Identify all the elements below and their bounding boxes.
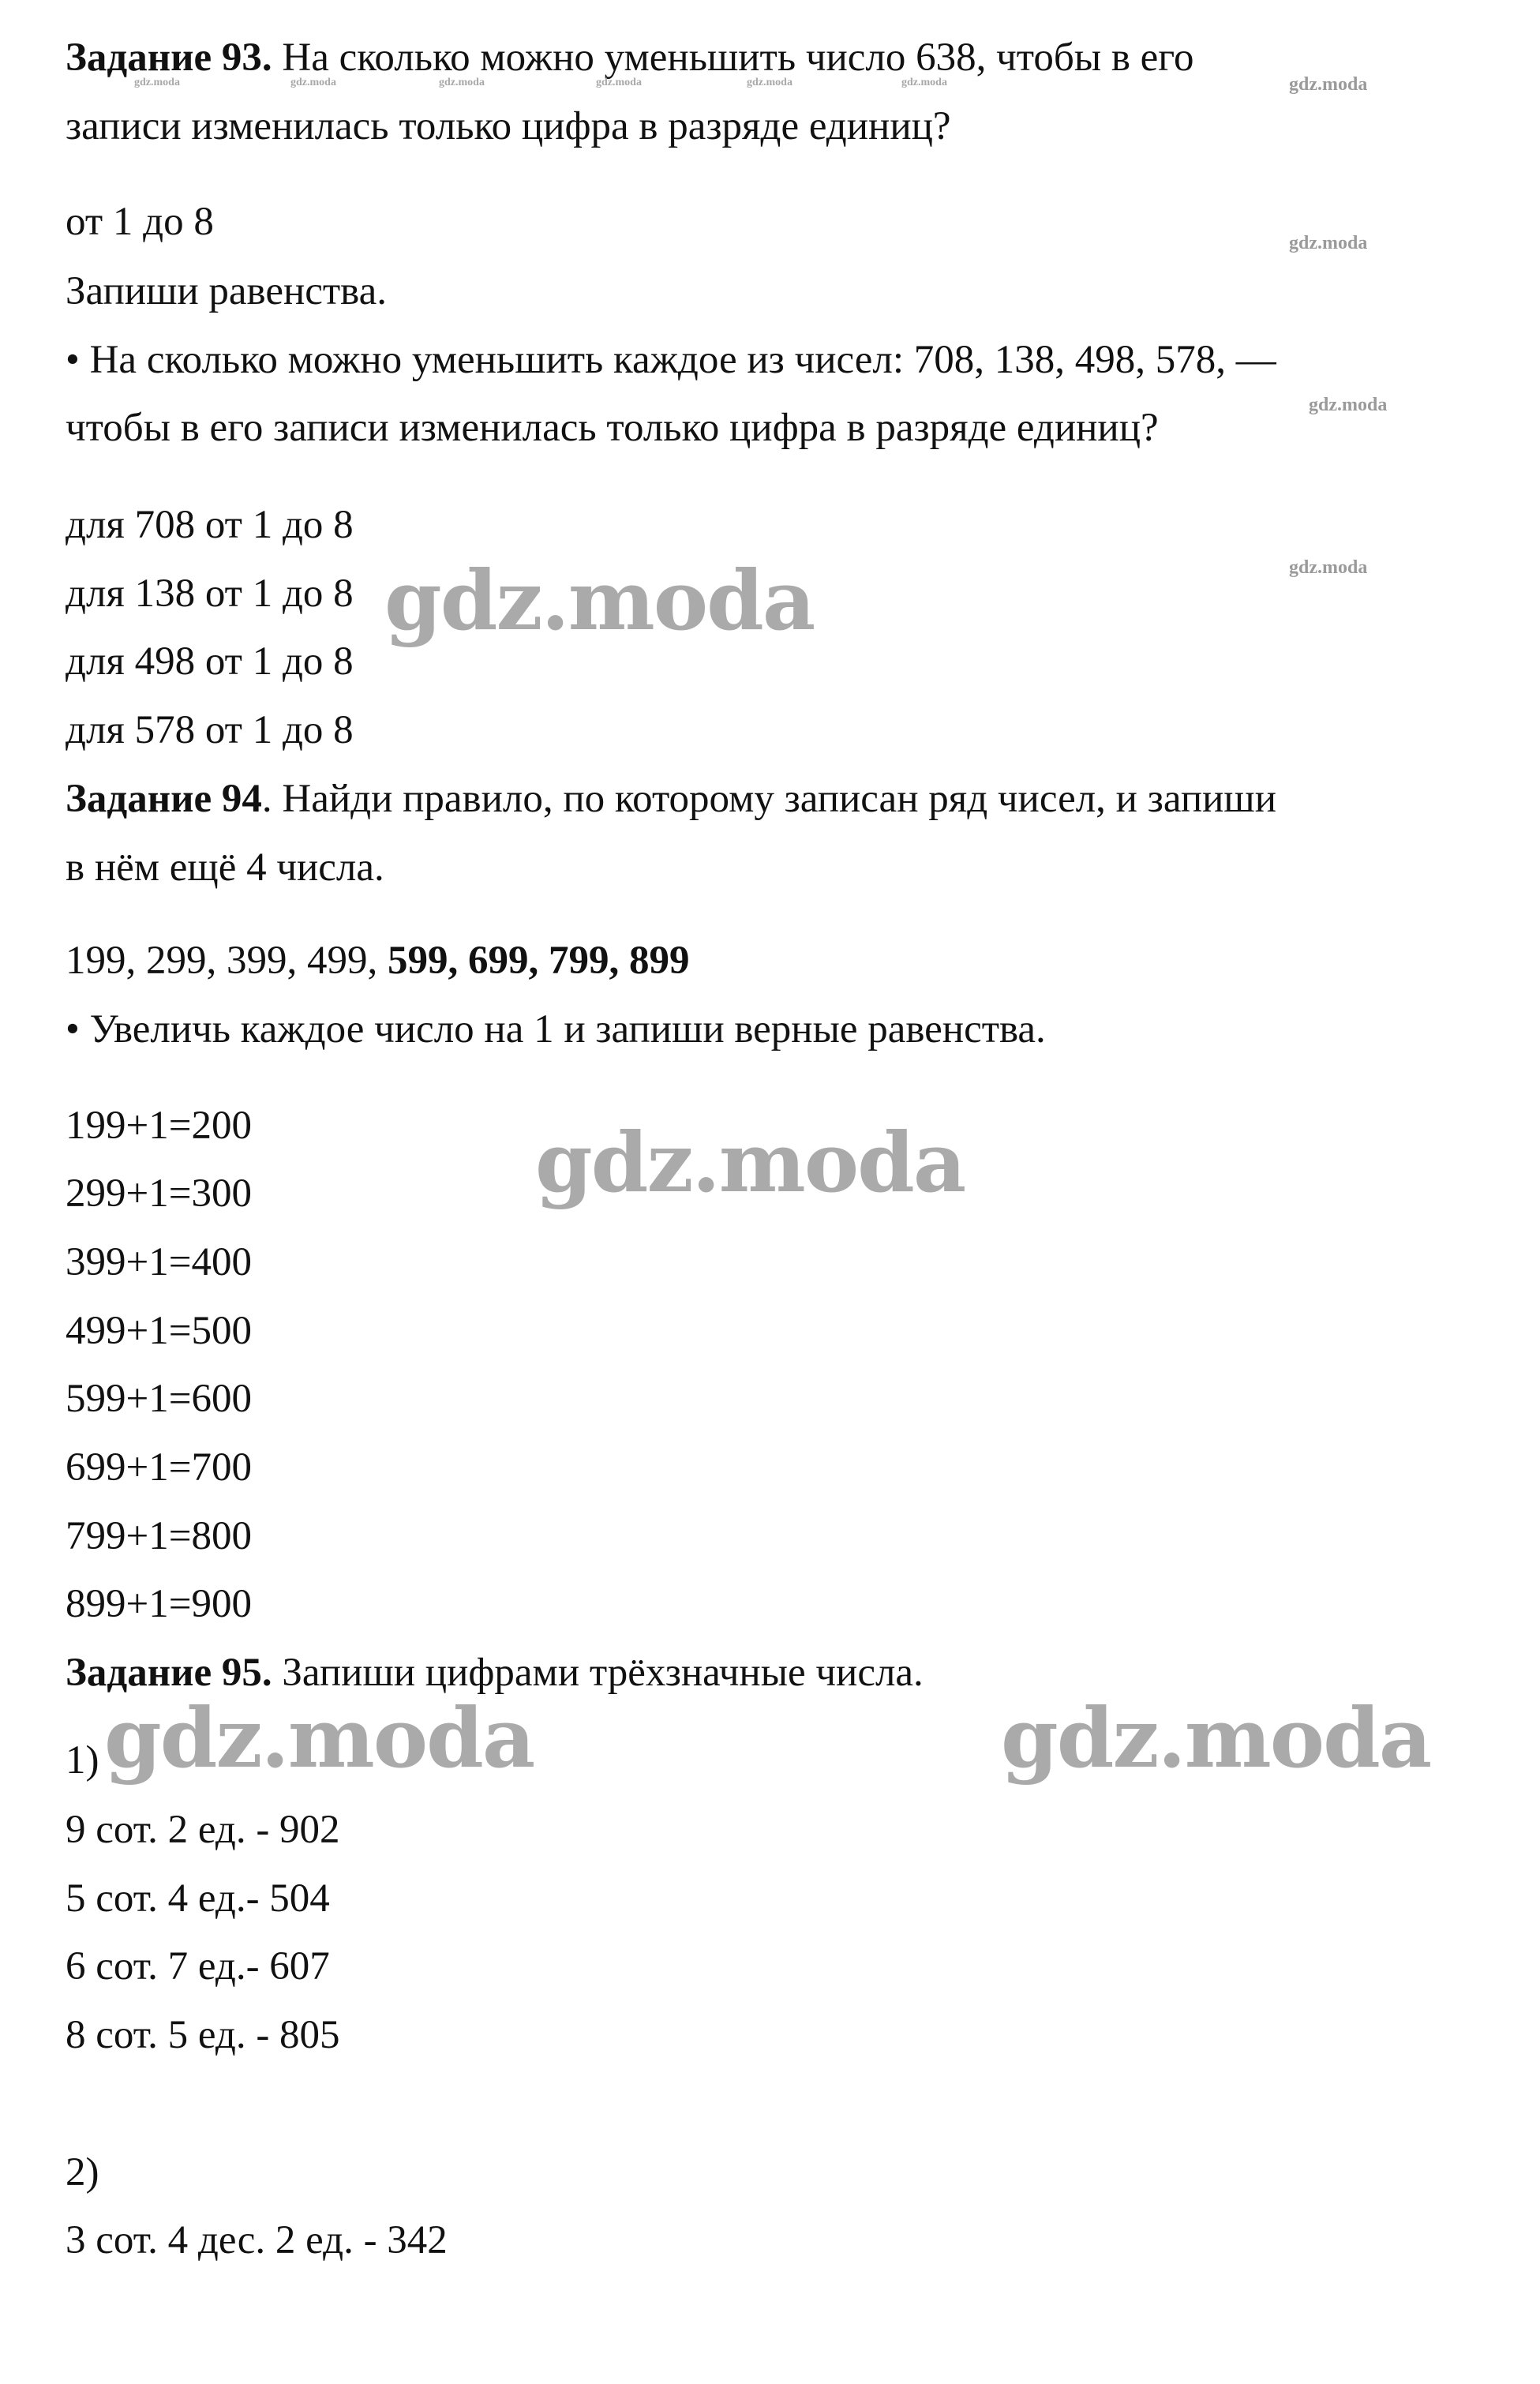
task95-label: Задание 95. (66, 1651, 272, 1695)
task93-answer: от 1 до 8 (66, 200, 214, 244)
task94-text-1: . Найди правило, по которому записан ряд чисел, и запиши (261, 777, 1276, 821)
task94-equation: 799+1=800 (66, 1514, 253, 1558)
task94-series-given: 199, 299, 399, 499, (66, 939, 388, 983)
task94-line1 (66, 775, 1276, 823)
watermark-small: gdz.moda (1309, 395, 1388, 415)
task93-answer-row: для 138 от 1 до 8 (66, 572, 354, 616)
watermark-small: gdz.moda (1289, 233, 1368, 253)
task94-equation: 399+1=400 (66, 1240, 253, 1284)
task93-sub-line2: чтобы в его записи изменилась только цифра в разряде единиц? (66, 406, 1159, 450)
watermark-small: gdz.moda (1289, 557, 1368, 578)
task95-item: 3 сот. 4 дес. 2 ед. - 342 (66, 2218, 448, 2262)
task93-line1 (66, 34, 1193, 81)
task94-equation: 599+1=600 (66, 1377, 253, 1421)
watermark-large: gdz.moda (104, 1689, 534, 1786)
watermark-large: gdz.moda (535, 1114, 965, 1211)
task94-line2: в нём ещё 4 числа. (66, 845, 384, 890)
task93-label: Задание 93. (66, 36, 272, 80)
task94-equation: 299+1=300 (66, 1171, 253, 1216)
task94-sub-text: • Увеличь каждое число на 1 и запиши верные равенства. (66, 1007, 1046, 1051)
watermark-tiny: gdz.moda (747, 77, 792, 88)
task93-answer-row: для 708 от 1 до 8 (66, 503, 354, 547)
watermark-tiny: gdz.moda (596, 77, 642, 88)
task94-equation: 499+1=500 (66, 1309, 253, 1353)
task93-answer-row: для 498 от 1 до 8 (66, 639, 354, 684)
task95-item: 8 сот. 5 ед. - 805 (66, 2013, 340, 2057)
task94-equation: 899+1=900 (66, 1582, 253, 1626)
task95-part2-label: 2) (66, 2150, 99, 2195)
watermark-tiny: gdz.moda (134, 77, 180, 88)
task95-part1-label: 1) (66, 1738, 99, 1782)
watermark-large: gdz.moda (1001, 1689, 1431, 1786)
task94-series (66, 937, 690, 984)
task95-item: 5 сот. 4 ед.- 504 (66, 1876, 330, 1921)
task94-series-answer: 599, 699, 799, 899 (388, 939, 690, 983)
watermark-tiny: gdz.moda (901, 77, 947, 88)
watermark-tiny: gdz.moda (439, 77, 485, 88)
task94-label: Задание 94 (66, 777, 262, 821)
task94-equation: 199+1=200 (66, 1104, 253, 1148)
task93-answer-row: для 578 от 1 до 8 (66, 708, 354, 752)
task95-item: 6 сот. 7 ед.- 607 (66, 1944, 330, 1989)
watermark-tiny: gdz.moda (290, 77, 336, 88)
task95-item: 9 сот. 2 ед. - 902 (66, 1808, 340, 1852)
task93-line2: записи изменилась только цифра в разряде единиц? (66, 104, 951, 148)
task93-text-1: На сколько можно уменьшить число 638, чтобы в его (272, 36, 1194, 80)
watermark-small: gdz.moda (1289, 74, 1368, 95)
watermark-large: gdz.moda (384, 552, 815, 649)
task94-equation: 699+1=700 (66, 1445, 253, 1490)
task93-instruction: Запиши равенства. (66, 269, 387, 313)
task93-sub-line1: • На сколько можно уменьшить каждое из чисел: 708, 138, 498, 578, — (66, 338, 1276, 382)
task95-text: Запиши цифрами трёхзначные числа. (272, 1651, 924, 1695)
